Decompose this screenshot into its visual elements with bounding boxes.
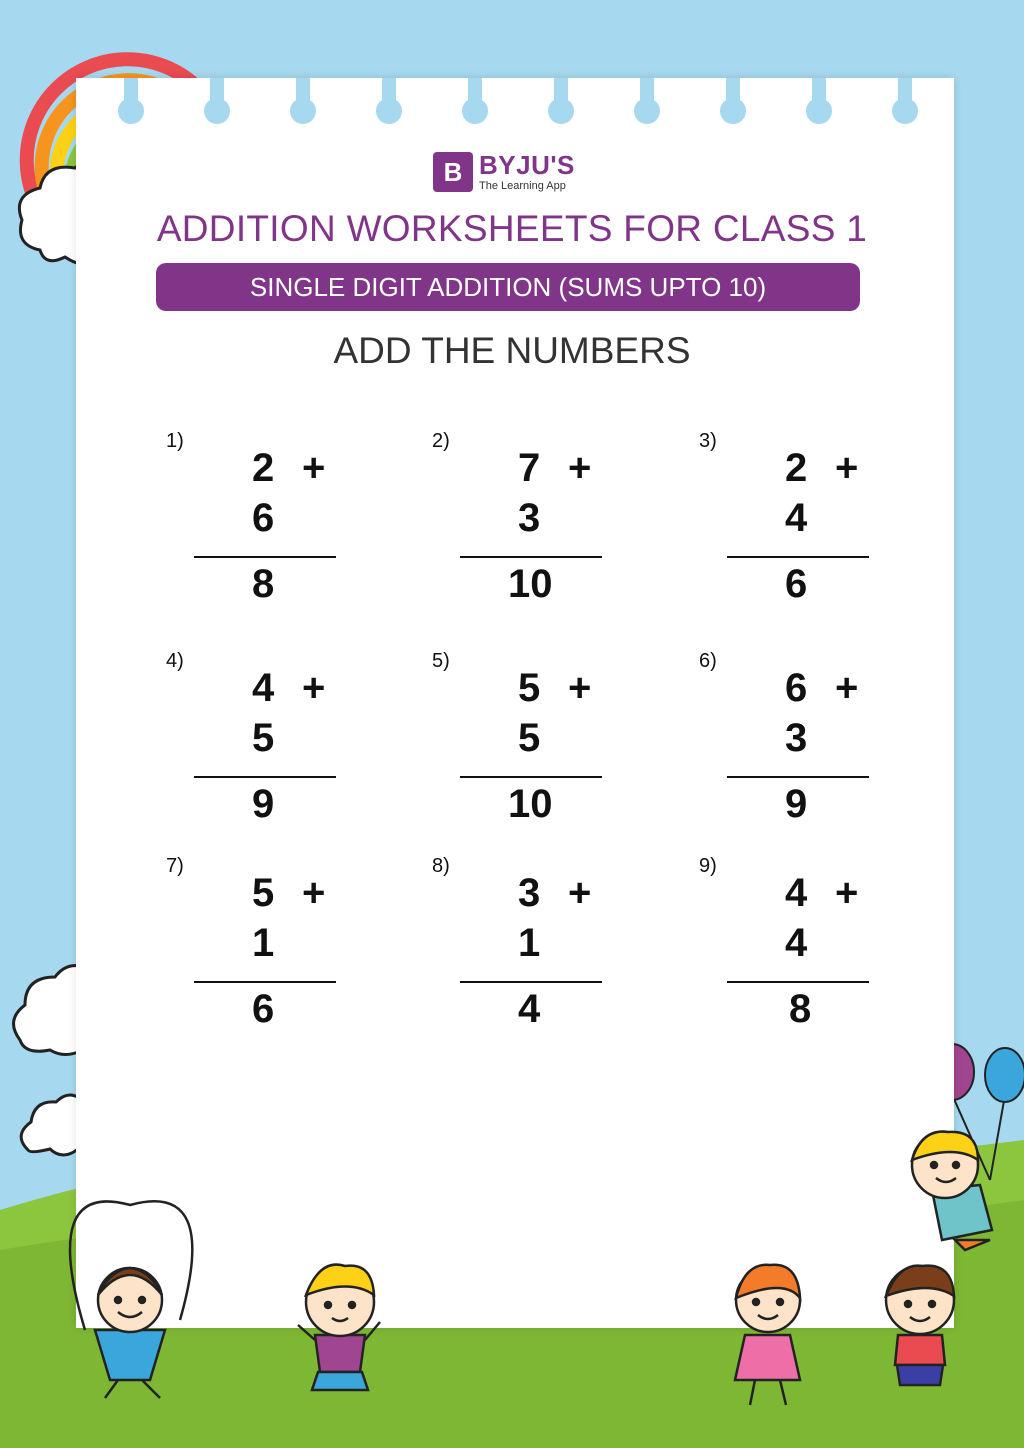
addend-bottom: 3 xyxy=(785,716,808,760)
addend-top: 4 xyxy=(785,871,808,915)
sum-answer: 10 xyxy=(508,782,553,826)
sum-answer: 9 xyxy=(252,782,275,826)
addend-top: 4 xyxy=(252,666,275,710)
plus-sign: + xyxy=(835,446,859,490)
logo-mark-icon: B xyxy=(433,152,473,192)
sum-answer: 8 xyxy=(252,562,275,606)
addend-top: 5 xyxy=(252,871,275,915)
instruction-heading: ADD THE NUMBERS xyxy=(333,330,691,371)
problem-number: 3) xyxy=(699,430,717,452)
plus-sign: + xyxy=(568,666,592,710)
sum-answer: 9 xyxy=(785,782,808,826)
problem-number: 4) xyxy=(166,650,184,672)
addend-top: 3 xyxy=(518,871,541,915)
plus-sign: + xyxy=(835,666,859,710)
sum-answer: 4 xyxy=(518,987,541,1031)
addend-bottom: 4 xyxy=(785,496,808,540)
addend-bottom: 1 xyxy=(518,921,541,965)
problem-number: 5) xyxy=(432,650,450,672)
plus-sign: + xyxy=(302,666,326,710)
sum-answer: 10 xyxy=(508,562,553,606)
addend-bottom: 1 xyxy=(252,921,275,965)
addend-bottom: 4 xyxy=(785,921,808,965)
addend-top: 2 xyxy=(252,446,275,490)
problem-number: 1) xyxy=(166,430,184,452)
boy-with-balloons-icon xyxy=(912,1132,992,1250)
topic-banner: SINGLE DIGIT ADDITION (SUMS UPTO 10) xyxy=(156,263,860,311)
girl-jump-rope-icon xyxy=(70,1201,192,1398)
addend-bottom: 3 xyxy=(518,496,541,540)
addend-bottom: 5 xyxy=(252,716,275,760)
addend-bottom: 6 xyxy=(252,496,275,540)
problem-number: 2) xyxy=(432,430,450,452)
plus-sign: + xyxy=(835,871,859,915)
problem-number: 6) xyxy=(699,650,717,672)
plus-sign: + xyxy=(568,871,592,915)
girl-redhair-icon xyxy=(735,1265,800,1405)
addend-top: 6 xyxy=(785,666,808,710)
plus-sign: + xyxy=(568,446,592,490)
addend-top: 5 xyxy=(518,666,541,710)
problem-number: 9) xyxy=(699,855,717,877)
addend-bottom: 5 xyxy=(518,716,541,760)
brand-tagline: The Learning App xyxy=(479,180,566,192)
plus-sign: + xyxy=(302,871,326,915)
problem-number: 8) xyxy=(432,855,450,877)
addend-top: 7 xyxy=(518,446,541,490)
plus-sign: + xyxy=(302,446,326,490)
brand-name: BYJU'S xyxy=(479,150,575,180)
problem-number: 7) xyxy=(166,855,184,877)
sum-answer: 6 xyxy=(252,987,275,1031)
boy-red-shirt-icon xyxy=(886,1266,954,1385)
page-title: ADDITION WORKSHEETS FOR CLASS 1 xyxy=(156,208,868,249)
addend-top: 2 xyxy=(785,446,808,490)
sum-answer: 6 xyxy=(785,562,808,606)
boy-blonde-icon xyxy=(298,1265,380,1390)
sum-answer: 8 xyxy=(789,987,812,1031)
